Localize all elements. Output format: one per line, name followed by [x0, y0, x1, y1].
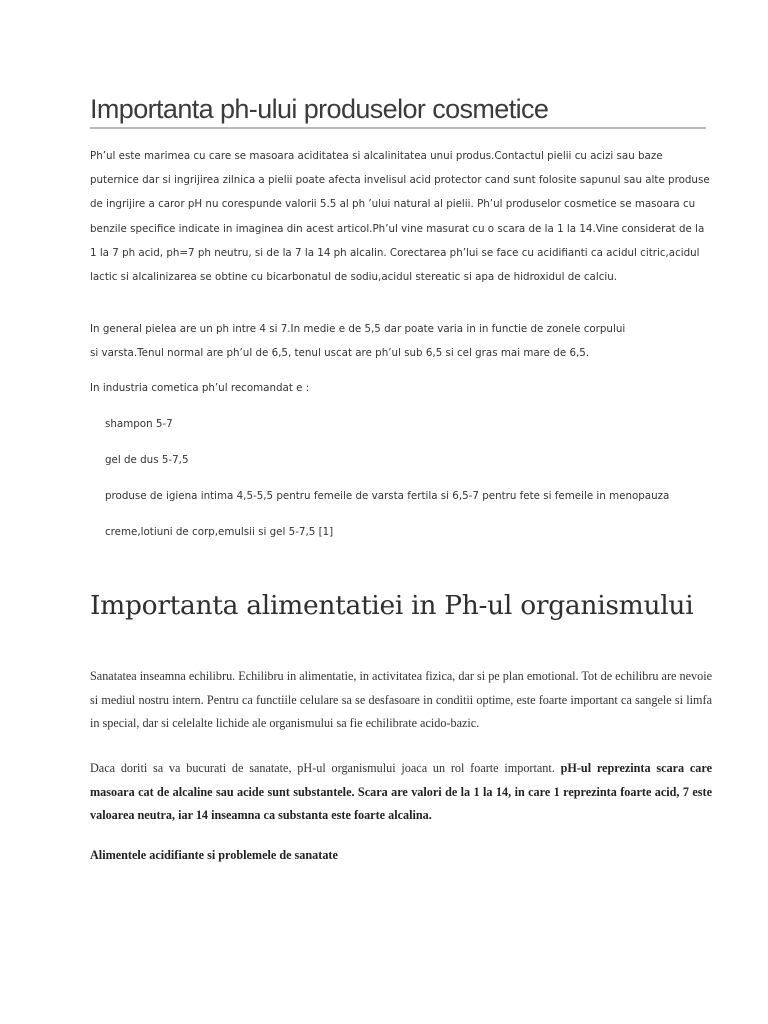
list-item: creme,lotiuni de corp,emulsii si gel 5-7,5 [1]: [105, 526, 334, 538]
paragraph-ph-scale-intro: Daca doriti sa va bucurati de sanatate, pH-ul organismului joaca un rol foarte important.: [90, 761, 561, 775]
paragraph-skin-ph-line-2: si varsta.Tenul normal are ph’ul de 6,5, tenul uscat are ph’ul sub 6,5 si cel gras mai mare de 6,5.: [90, 347, 590, 360]
list-item: shampon 5-7: [105, 418, 173, 430]
paragraph-balance: Sanatatea inseamna echilibru. Echilibru in alimentatie, in activitatea fizica, dar si pe plan emotional. Tot de echilibru are nevoie si mediul nostru intern. Pentru ca functiile celulare sa se desfasoare in conditii optime, este foarte important ca sangele si limfa in special, dar si celelalte lichide ale organismului sa fie echilibrate acido-bazic.: [90, 669, 712, 731]
paragraph-recommended-ph: In industria cometica ph’ul recomandat e :: [90, 382, 310, 394]
paragraph-skin-ph-line-1: In general pielea are un ph intre 4 si 7.In medie e de 5,5 dar poate varia in in functie de zonele corpului: [90, 323, 626, 335]
subheading-acidifying-foods: Alimentele acidifiante si problemele de sanatate: [90, 848, 338, 862]
section-title-cosmetics: Importanta ph-ului produselor cosmetice: [90, 92, 706, 129]
list-item: produse de igiena intima 4,5-5,5 pentru femeile de varsta fertila si 6,5-7 pentru fete si femeile in menopauza: [105, 490, 670, 502]
paragraph-ph-scale: [90, 757, 712, 828]
list-item: gel de dus 5-7,5: [105, 454, 189, 466]
section-title-nutrition: Importanta alimentatiei in Ph-ul organismului: [90, 590, 694, 621]
paragraph-ph-definition: Ph’ul este marimea cu care se masoara aciditatea si alcalinitatea unui produs.Contactul pielii cu acizi sau baze puternice dar si ingrijirea zilnica a pielii poate afecta invelisul acid protector cand sunt folosite sapunul sau alte produse de ingrijire a caror pH nu corespunde valorii 5.5 al ph ’ului natural al pielii. Ph’ul produselor cosmetice se masoara cu benzile specifice indicate in imaginea din acest articol.Ph’ul vine masurat cu o scara de la 1 la 14.Vine considerat de la 1 la 7 ph acid, ph=7 ph neutru, si de la 7 la 14 ph alcalin. Corectarea ph’lui se face cu acidifianti ca acidul citric,acidul lactic si alcalinizarea se obtine cu bicarbonatul de sodiu,acidul stereatic si apa de hidroxidul de calciu.: [90, 150, 710, 284]
paragraph-skin-ph: [90, 317, 710, 365]
paragraph-ph-scale-bold: pH-ul reprezinta scara care masoara cat de alcaline sau acide sunt substantele. Scara are valori de la 1 la 14, in care 1 reprezinta foarte acid, 7 este valoarea neutra, iar 14 inseamna ca substanta este foarte alcalina.: [90, 761, 712, 823]
